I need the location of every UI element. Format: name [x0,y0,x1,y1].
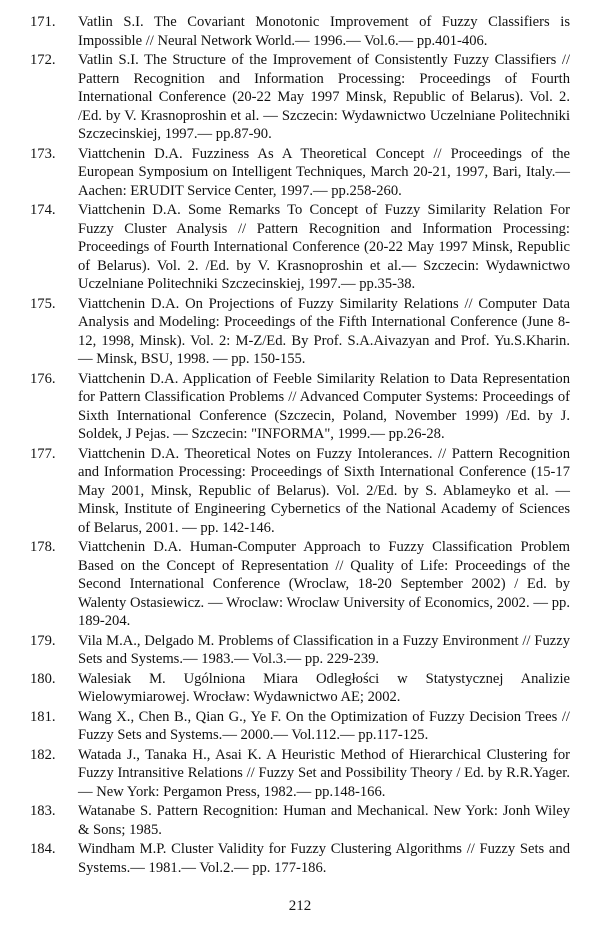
reference-text: Wang X., Chen B., Qian G., Ye F. On the Optimization of Fuzzy Decision Trees // Fuzzy Sets and Systems.— 2000.— Vol.112.— pp.117-125. [78,708,570,743]
reference-number: 179. [30,632,56,649]
reference-text: Viattchenin D.A. Some Remarks To Concept of Fuzzy Similarity Relation For Fuzzy Cluster Analysis // Pattern Recognition and Information Processing: Proceedings of Fourth International Conference (20-22 May 1997 Minsk, Republic of Belarus). Vol. 2. /Ed. by V. Krasnoproshin et al.— Szczecin: Wydawnictwo Uczelniane Politechniki Szczecinskiej, 1997.— pp.35-38. [78,202,570,292]
reference-text: Viattchenin D.A. Fuzziness As A Theoretical Concept // Proceedings of the European Symposium on Intelligent Techniques, March 20-21, 1997, Bari, Italy.— Aachen: ERUDIT Service Center, 1997.— pp.258-260. [78,145,570,199]
reference-item [30,201,570,294]
reference-item [30,370,570,444]
reference-text: Watada J., Tanaka H., Asai K. A Heuristic Method of Hierarchical Clustering for Fuzzy Intransitive Relations // Fuzzy Set and Possibility Theory / Ed. by R.R.Yager. — New York: Pergamon Press, 1982.— pp.148-166. [78,746,570,800]
reference-number: 184. [30,841,56,857]
reference-item [30,802,570,839]
reference-number: 172. [30,52,56,68]
reference-item [30,445,570,538]
reference-number: 178. [30,539,56,555]
reference-item [30,840,570,877]
reference-number: 183. [30,803,56,819]
reference-number: 180. [30,670,56,687]
reference-number: 175. [30,295,56,312]
reference-number: 176. [30,370,56,387]
reference-item [30,145,570,201]
reference-text: Walesiak M. Ugólniona Miara Odległości w Statystycznej Analizie Wielowymiarowej. Wrocław: Wydawnictwo AE; 2002. [78,670,570,705]
reference-number: 174. [30,202,56,218]
reference-text: Viattchenin D.A. Application of Feeble Similarity Relation to Data Representation for Pattern Classification Problems // Advanced Computer Systems: Proceedings of Sixth International Conference (Szczecin, Poland, November 1999) /Ed. by J. Soldek, J Pejas. — Szczecin: "INFORMA", 1999.— pp.26-28. [78,370,570,442]
reference-item [30,708,570,745]
reference-number: 181. [30,708,56,725]
reference-item [30,670,570,707]
page-number: 212 [288,898,312,914]
reference-text: Vila M.A., Delgado M. Problems of Classification in a Fuzzy Environment // Fuzzy Sets and Systems.— 1983.— Vol.3.— pp. 229-239. [78,632,570,667]
reference-text: Watanabe S. Pattern Recognition: Human and Mechanical. New York: Jonh Wiley & Sons; 1985. [78,803,570,838]
reference-item [30,51,570,144]
reference-text: Vatlin S.I. The Covariant Monotonic Improvement of Fuzzy Classifiers is Impossible // Neural Network World.— 1996.— Vol.6.— pp.401-406. [78,14,570,49]
reference-text: Vatlin S.I. The Structure of the Improvement of Consistently Fuzzy Classifiers // Pattern Recognition and Information Processing: Proceedings of Fourth International Conference (20-22 May 1997 Minsk, Republic of Belarus). Vol. 2. /Ed. by V. Krasnoproshin et al. — Szczecin: Wydawnictwo Uczelniane Politechniki Szczecinskiej, 1997.— pp.87-90. [78,52,570,142]
reference-number: 177. [30,445,56,462]
reference-item [30,632,570,669]
reference-number: 173. [30,145,56,162]
reference-text: Viattchenin D.A. On Projections of Fuzzy Similarity Relations // Computer Data Analysis and Modeling: Proceedings of the Fifth International Conference (June 8-12, 1998, Minsk). Vol. 2: M-Z/Ed. By Prof. S.A.Aivazyan and Prof. Yu.S.Kharin. — Minsk, BSU, 1998. — pp. 150-155. [78,295,570,367]
reference-number: 171. [30,14,56,30]
reference-number: 182. [30,746,56,763]
reference-item [30,746,570,802]
reference-text: Viattchenin D.A. Theoretical Notes on Fuzzy Intolerances. // Pattern Recognition and Information Processing: Proceedings of Sixth International Conference (15-17 May 2001, Minsk, Republic of Belarus). Vol. 2/Ed. by S. Ablameyko et al. — Minsk, Institute of Engineering Cybernetics of the National Academy of Sciences of Belarus, 2001. — pp. 142-146. [78,445,570,536]
reference-list [30,13,570,877]
reference-text: Windham M.P. Cluster Validity for Fuzzy Clustering Algorithms // Fuzzy Sets and Systems.— 1981.— Vol.2.— pp. 177-186. [78,841,570,876]
reference-item [30,295,570,369]
reference-text: Viattchenin D.A. Human-Computer Approach to Fuzzy Classification Problem Based on the Concept of Representation // Quality of Life: Proceedings of the Second International Conference (Wroclaw, 18-20 September 2002) / Ed. by Walenty Ostasiewicz. — Wroclaw: Wroclaw University of Economics, 2002. — pp. 189-204. [78,539,570,629]
reference-item [30,13,570,50]
reference-item [30,538,570,631]
